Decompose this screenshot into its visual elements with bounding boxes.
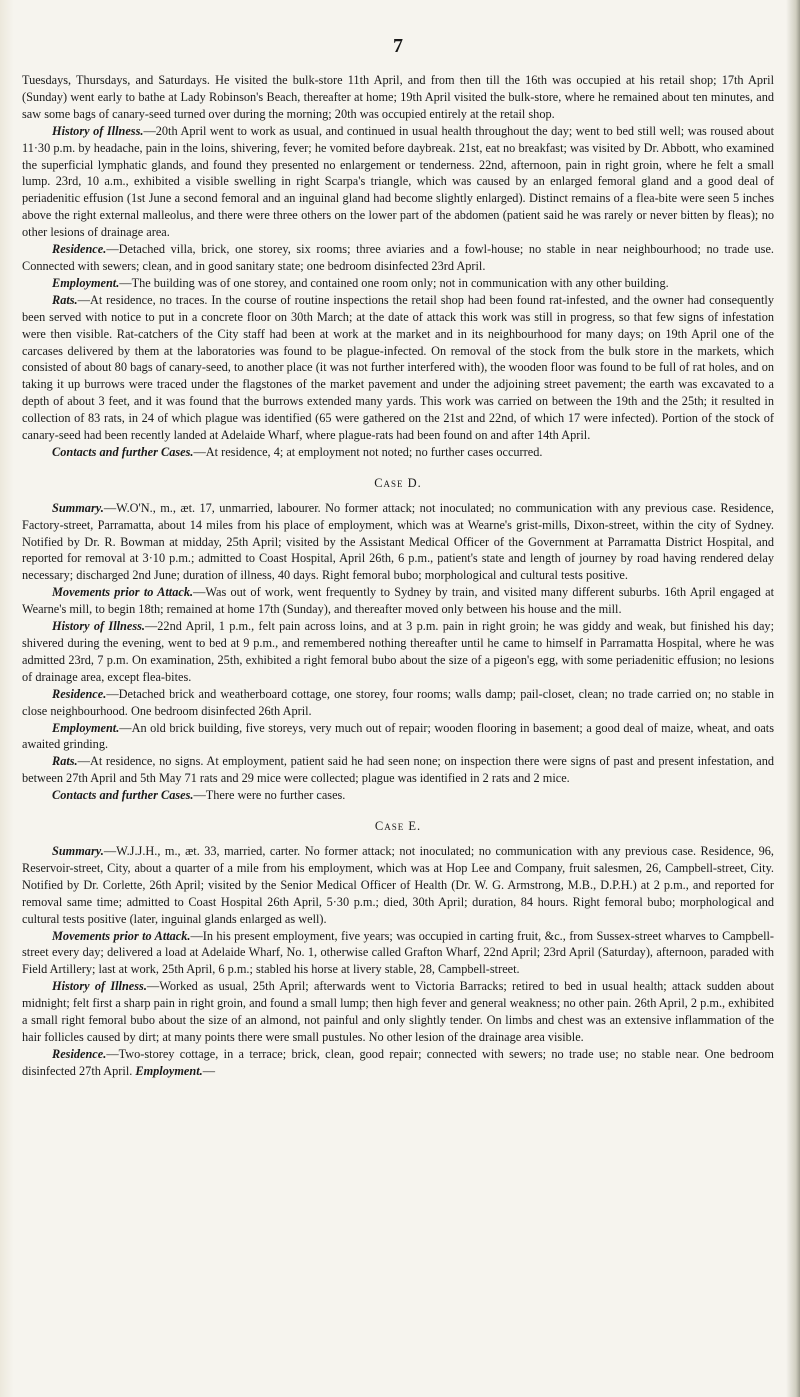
section-heading: Rats. (52, 754, 78, 769)
body-text (22, 72, 774, 1080)
case-d-movements: Movements prior to Attack.—Was out of work, went frequently to Sydney by train, and visited many different suburbs. 16th April engaged at Wearne's mill, to begin 18th; remained at home 17th (Sunday), and thereafter moved only between his house and the mill. (22, 585, 775, 617)
section-heading: History of Illness. (52, 619, 145, 634)
case-d-contacts: Contacts and further Cases.—There were no further cases. (52, 788, 346, 803)
case-c-rats: Rats.—At residence, no traces. In the course of routine inspections the retail shop had been found rat-infested, and the owner had consequently been served with notice to put in a concrete floor on 30th March; at the date of attack this work was still in progress, so that few signs of infestation were then visible. Rat-catchers of the City staff had been at work at the market and in its neighbourhood for many days; on 19th April one of the carcases delivered by them at the laboratories was found to be plague-infected. On removal of the stock from the bulk store in the markets, which consisted of about 80 bags of canary-seed, to another place (it was not further interfered with), the wooden floor was found to be full of rat holes, and on taking it up burrows were traced under the flagstones of the market pavement and under the adjoining street pavement; the earth was excavated to a depth of about 3 feet, and it was found that the burrows extended many yards. This work was carried on between the 19th and the 25th; it resulted in collection of 83 rats, in 24 of which plague was identified (65 were gathered on the 21st and 22nd, of which 17 were infected). Portion of the stock of canary-seed had been recently landed at Adelaide Wharf, where plague-rats had been found on and after 14th April. (22, 292, 774, 443)
case-e-residence: Residence.—Two-storey cottage, in a terrace; brick, clean, good repair; connected with sewers; no trade use; no stable near. One bedroom disinfected 27th April. Employment.— (22, 1046, 774, 1078)
document-page (22, 0, 774, 1080)
section-heading: Residence. (52, 242, 107, 257)
section-heading: Employment. (135, 1063, 203, 1078)
case-d-summary: Summary.—W.O'N., m., æt. 17, unmarried, labourer. No former attack; not inoculated; no communication with any previous case. Residence, Factory-street, Parramatta, about 14 miles from his place of employment, which was at Wearne's grist-mills, Dixon-street, within the city of Sydney. Notified by Dr. R. Bowman at midday, 25th April; visited by the Assistant Medical Officer of the Government at Parramatta District Hospital, and reported for removal at 3·10 p.m.; admitted to Coast Hospital, April 26th, 6 p.m., patient's state and length of journey by road having rendered delay necessary; discharged 2nd June; duration of illness, 40 days. Right femoral bubo; morphological and cultural tests positive. (22, 500, 774, 583)
section-heading: Residence. (52, 686, 107, 701)
scan-margin-right (786, 0, 800, 1397)
section-heading: Movements prior to Attack. (52, 585, 194, 600)
case-c-contacts: Contacts and further Cases.—At residence, 4; at employment not noted; no further cases occurred. (52, 444, 543, 459)
case-e-summary: Summary.—W.J.J.H., m., æt. 33, married, carter. No former attack; not inoculated; no communication with any previous case. Residence, 96, Reservoir-street, City, about a quarter of a mile from his employment, which was at Hop Lee and Company, fruit salesmen, 26, Campbell-street, City. Notified by Dr. Corlette, 26th April; visited by the Senior Medical Officer of Health (Dr. W. G. Armstrong, M.B., D.P.H.) at 2 p.m., and reported for removal same time; admitted to Coast Hospital 26th April, 5·30 p.m.; died, 30th April; duration, 84 hours. Right femoral bubo; morphological and cultural tests positive (later, inguinal glands enlarged as well). (22, 843, 774, 926)
section-heading: Employment. (52, 275, 120, 290)
case-d-rats: Rats.—At residence, no signs. At employment, patient said he had seen none; on inspection there were signs of past and present infestation, and between 27th April and 5th May 71 rats and 29 mice were collected; plague was identified in 2 rats and 2 mice. (22, 754, 774, 786)
section-heading: Summary. (52, 843, 104, 858)
section-heading: History of Illness. (52, 979, 147, 994)
case-e-history: History of Illness.—Worked as usual, 25th April; afterwards went to Victoria Barracks; retired to bed in usual health; attack sudden about midnight; felt first a sharp pain in right groin, and found a small lump; then high fever and general weakness; no other pain. 26th April, 2 p.m., exhibited a small right femoral bubo about the size of an almond, not painful and only slightly tender. On limbs and chest was an extensive inflammation of the hair follicles caused by dirt; at many points there were small pustules. No other lesion of the drainage area visible. (22, 979, 774, 1044)
case-c-history: History of Illness.—20th April went to work as usual, and continued in usual health throughout the day; went to bed still well; was roused about 11·30 p.m. by headache, pain in the loins, shivering, fever; he vomited before daybreak. 21st, eat no breakfast; was visited by Dr. Abbott, who examined the superficial lymphatic glands, and found they presented no enlargement or tenderness. 22nd, afternoon, pain in right groin, where he felt a small lump. 23rd, 10 a.m., exhibited a visible swelling in right Scarpa's triangle, which was caused by an enlarged femoral gland and a good deal of periadenitic effusion (1st June a second femoral and an inguinal gland had become slightly enlarged). Distinct remains of a flea-bite were seen 5 inches above the right external malleolus, and there were three others on the lower part of the abdomen (patient said he was rarely or never bitten by fleas); no other lesions of drainage area. (22, 123, 774, 240)
page-number: 7 (393, 35, 403, 57)
section-heading: Residence. (52, 1046, 107, 1061)
intro-paragraph: Tuesdays, Thursdays, and Saturdays. He visited the bulk-store 11th April, and from then till the 16th was occupied at his retail shop; 17th April (Sunday) went early to bathe at Lady Robinson's Beach, thereafter at home; 19th April visited the bulk-store, where he remained about ten minutes, and saw some bags of canary-seed turned over during the morning; 20th was occupied entirely at the retail shop. (22, 73, 774, 121)
section-heading: Contacts and further Cases. (52, 444, 194, 459)
section-heading: Movements prior to Attack. (52, 928, 191, 943)
section-heading: Rats. (52, 292, 78, 307)
case-e-movements: Movements prior to Attack.—In his present employment, five years; was occupied in carting fruit, &c., from Sussex-street wharves to Campbell-street every day; delivered a load at Adelaide Wharf, No. 1, otherwise called Grafton Wharf, 22nd April; 23rd April (Saturday), afternoon, paraded with Field Artillery; last at work, 25th April, 6 p.m.; stabled his horse at livery stable, 28, Campbell-street. (22, 928, 774, 977)
case-d-residence: Residence.—Detached brick and weatherboard cottage, one storey, four rooms; walls damp; pail-closet, clean; no trade carried on; no stable in close neighbourhood. One bedroom disinfected 26th April. (22, 686, 774, 718)
case-d-history: History of Illness.—22nd April, 1 p.m., felt pain across loins, and at 3 p.m. pain in right groin; he was giddy and weak, but finished his day; shivered during the evening, went to bed at 9 p.m., and remembered nothing thereafter until he came to himself in Parramatta Hospital, where he was admitted 23rd, 7 p.m. On examination, 25th, exhibited a right femoral bubo about the size of a pigeon's egg, with some periadenitic effusion; no lesions of drainage area, except flea-bites. (22, 619, 774, 684)
section-heading: Employment. (52, 720, 120, 735)
section-heading: Summary. (52, 500, 104, 515)
case-d-employment: Employment.—An old brick building, five storeys, very much out of repair; wooden flooring in basement; a good deal of maize, wheat, and oats awaited grinding. (22, 720, 774, 752)
case-d-title: Case D. (374, 475, 422, 490)
section-heading: Contacts and further Cases. (52, 788, 194, 803)
scan-margin-left (0, 0, 14, 1397)
section-heading: History of Illness. (52, 123, 144, 138)
case-c-employment: Employment.—The building was of one storey, and contained one room only; not in communication with any other building. (52, 275, 669, 290)
case-e-title: Case E. (374, 819, 422, 834)
case-c-residence: Residence.—Detached villa, brick, one storey, six rooms; three aviaries and a fowl-house; no stable in near neighbourhood; no trade use. Connected with sewers; clean, and in good sanitary state; one bedroom disinfected 23rd April. (22, 242, 774, 273)
